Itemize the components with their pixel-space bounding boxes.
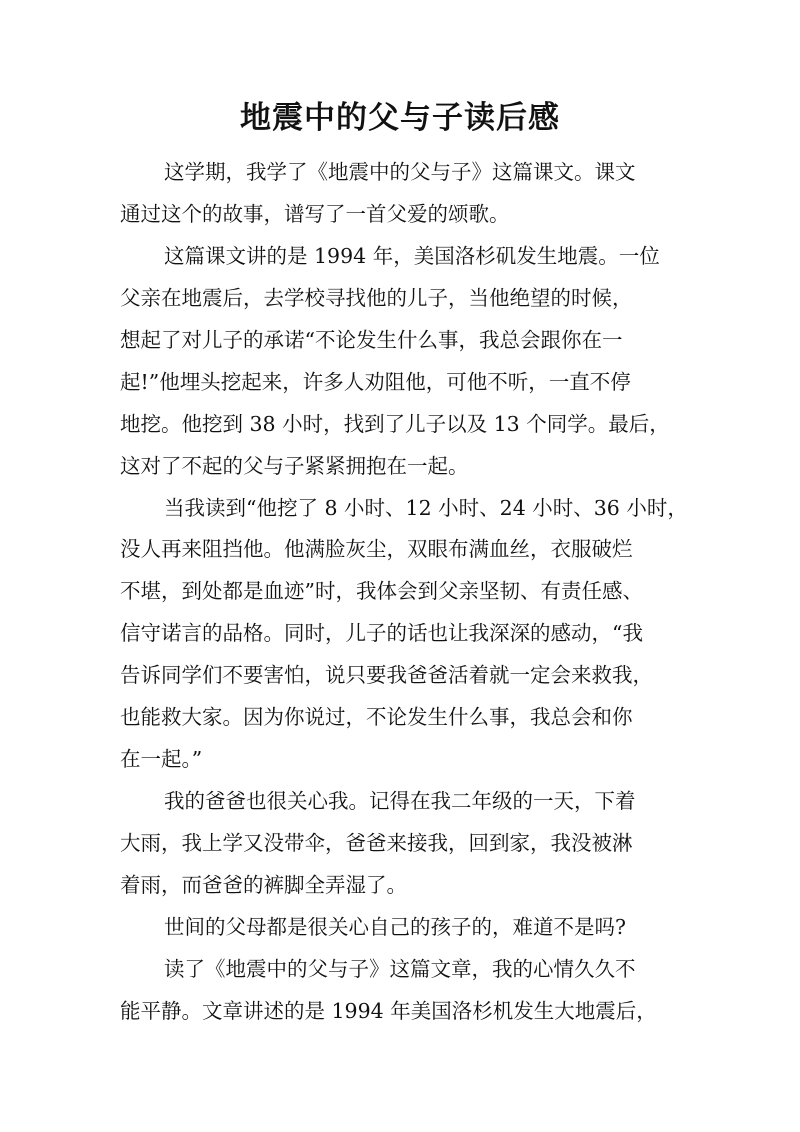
text-line: 在一起。”: [120, 747, 203, 772]
text-line: 着雨，而爸爸的裤脚全弄湿了。: [120, 872, 407, 897]
text-line: 这学期，我学了《地震中的父与子》这篇课文。课文: [164, 160, 636, 184]
text-line: 大雨，我上学又没带伞，爸爸来接我，回到家，我没被淋: [120, 831, 633, 855]
text-line: 世间的父母都是很关心自己的孩子的，难道不是吗?: [164, 914, 626, 939]
text-line: 能平静。文章讲述的是 1994 年美国洛杉机发生大地震后，: [120, 998, 657, 1023]
text-line: 当我读到“他挖了 8 小时、12 小时、24 小时、36 小时，: [164, 495, 688, 520]
text-line: 不堪，到处都是血迹”时，我体会到父亲坚韧、有责任感、: [120, 579, 643, 604]
document-body: [120, 152, 700, 1033]
text-line: 我的爸爸也很关心我。记得在我二年级的一天，下着: [164, 789, 636, 814]
text-line: 告诉同学们不要害怕，说只要我爸爸活着就一定会来救我，: [120, 663, 653, 688]
text-line: 读了《地震中的父与子》这篇文章，我的心情久久不: [164, 956, 636, 981]
text-line: 这对了不起的父与子紧紧拥抱在一起。: [120, 453, 469, 478]
text-line: 也能救大家。因为你说过，不论发生什么事，我总会和你: [120, 705, 633, 730]
text-line: 这篇课文讲的是 1994 年，美国洛杉矶发生地震。一位: [164, 243, 660, 268]
document-title: 地震中的父与子读后感: [240, 100, 560, 136]
text-line: 起!”他埋头挖起来，许多人劝阻他，可他不听，一直不停: [120, 369, 631, 394]
text-line: 父亲在地震后，去学校寻找他的儿子，当他绝望的时候，: [120, 285, 633, 310]
text-line: 地挖。他挖到 38 小时，找到了儿子以及 13 个同学。最后，: [120, 411, 670, 436]
text-line: 没人再来阻挡他。他满脸灰尘，双眼布满血丝，衣服破烂: [120, 537, 633, 562]
text-line: 想起了对儿子的承诺“不论发生什么事，我总会跟你在一: [120, 327, 623, 352]
text-line: 信守诺言的品格。同时，儿子的话也让我深深的感动，“我: [120, 621, 643, 646]
text-line: 通过这个的故事，谱写了一首父爱的颂歌。: [120, 201, 510, 226]
